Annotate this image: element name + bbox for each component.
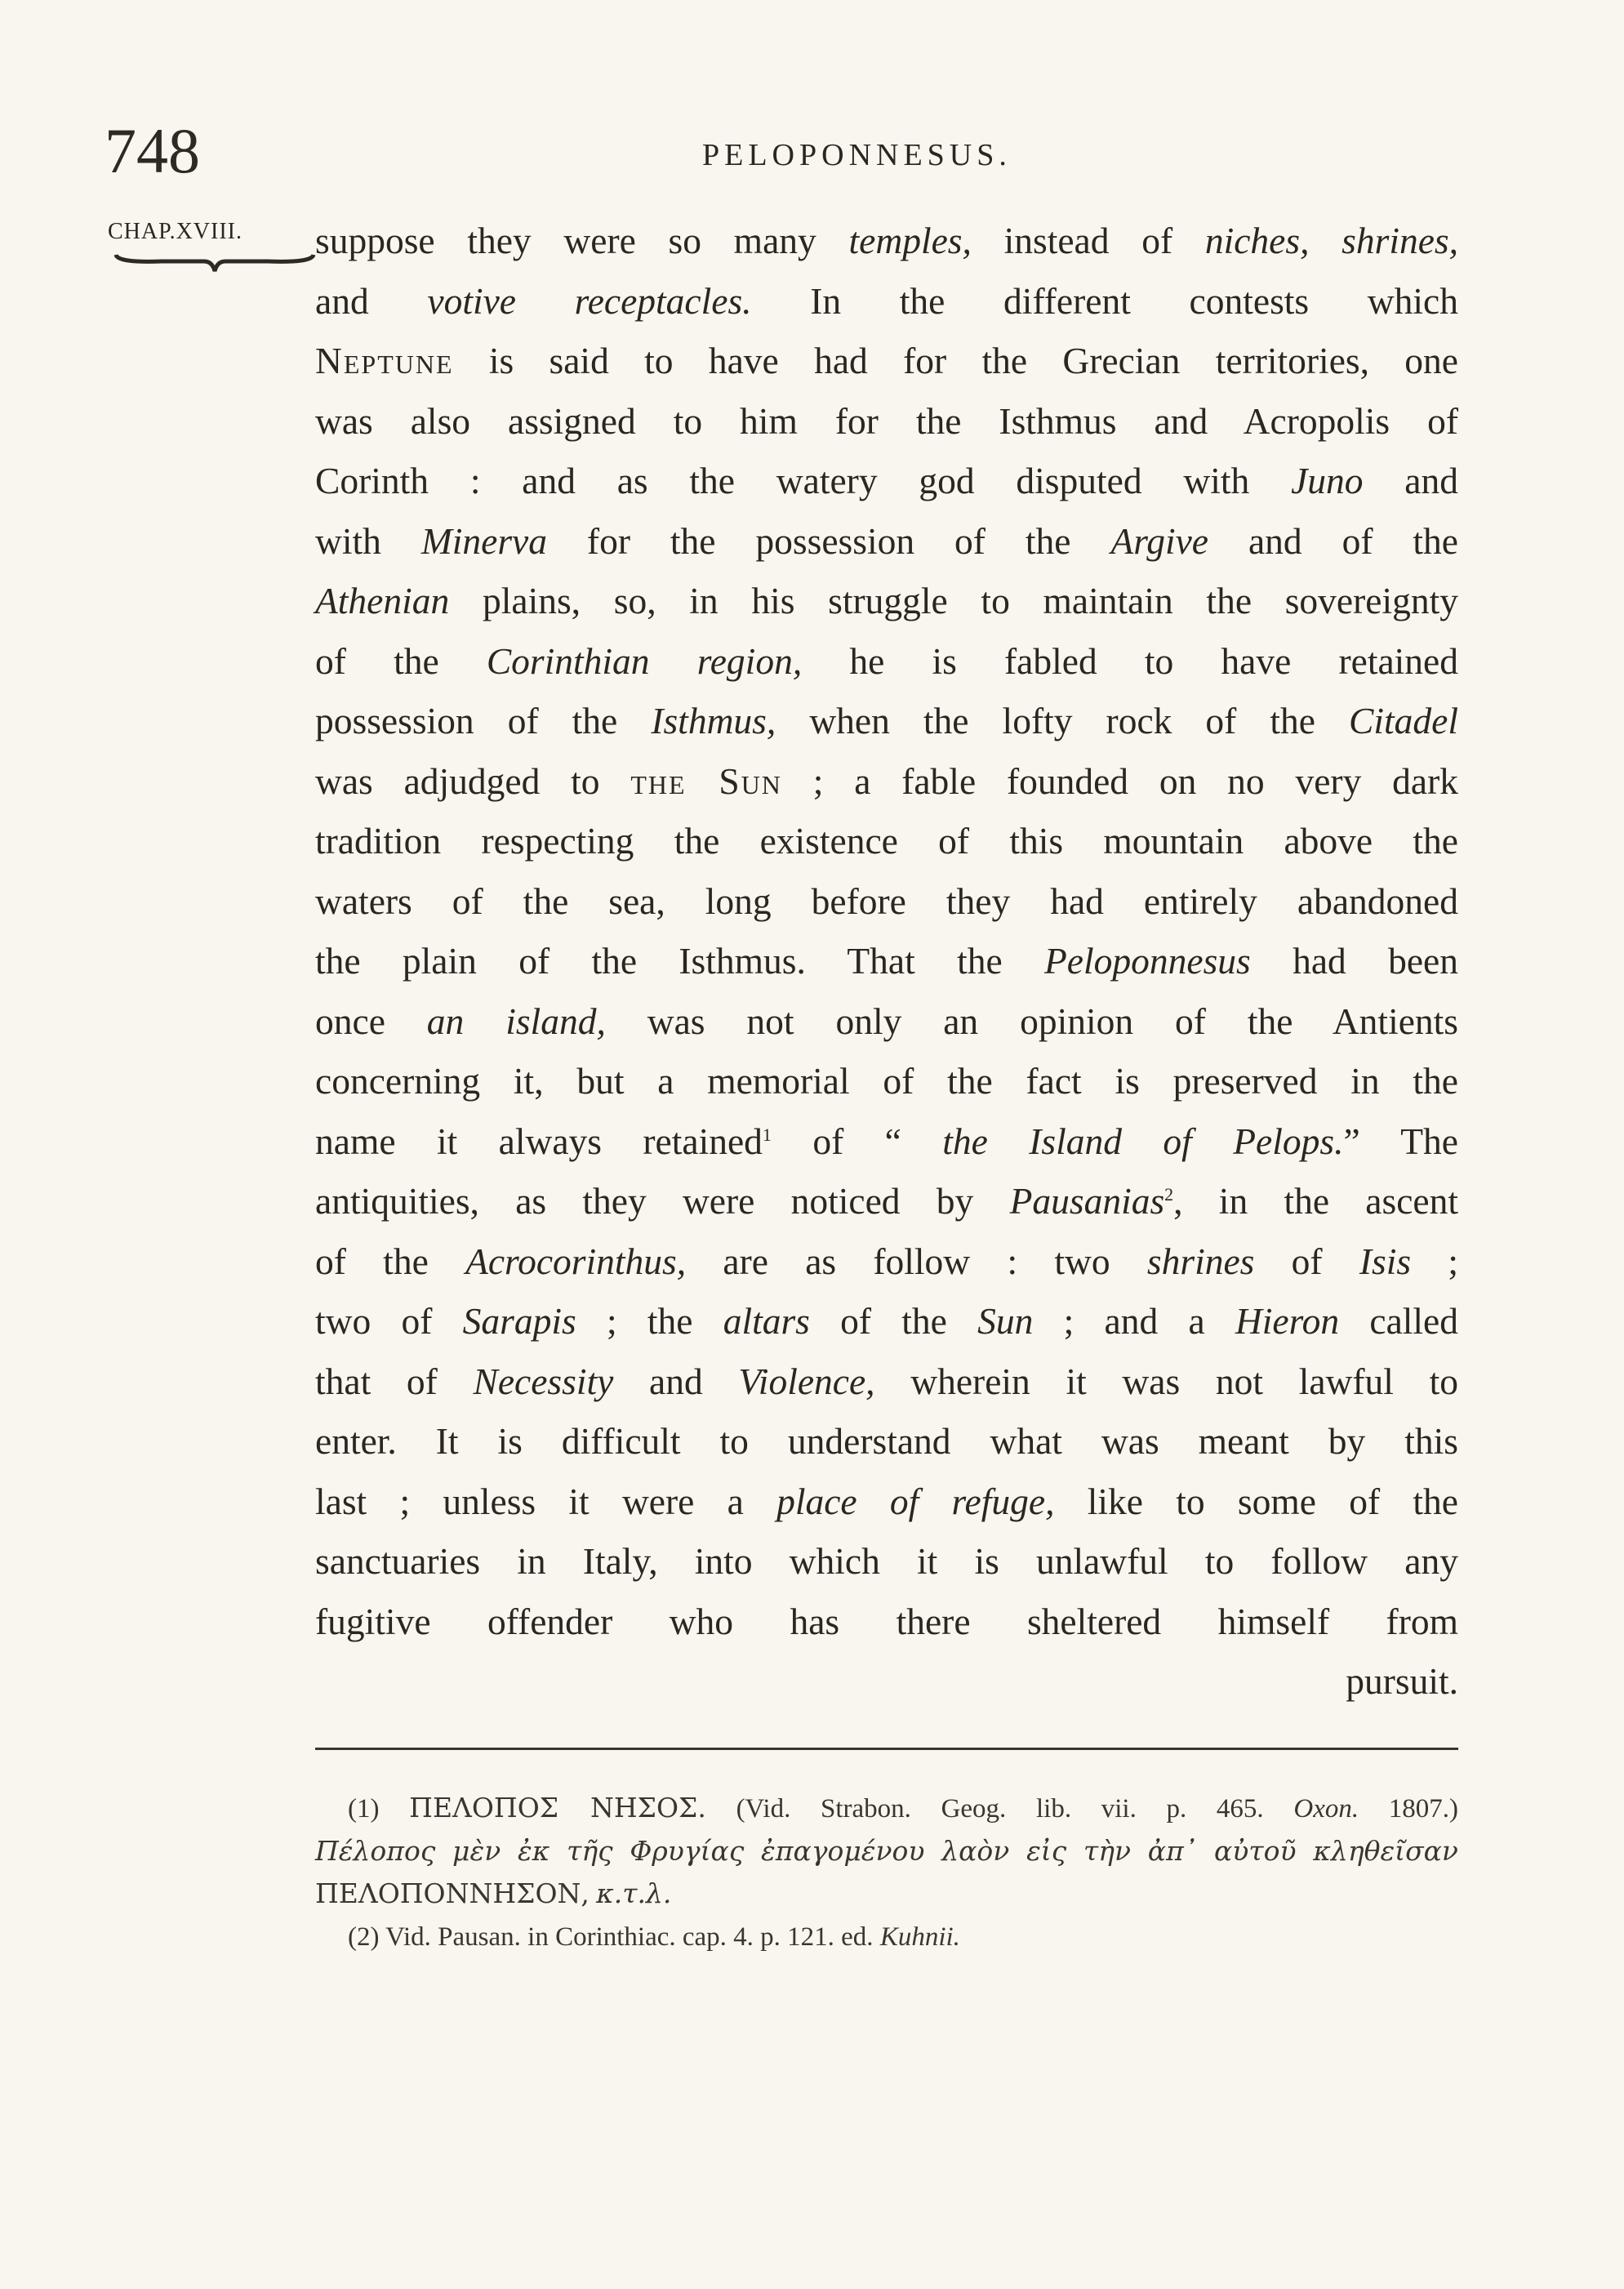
- chapter-brace: [113, 252, 317, 274]
- text-line: fugitive offender who has there sheltered himself from: [315, 1600, 1458, 1642]
- footnote-1-end: ΠΕΛΟΠΟΝΝΗΣΟΝ, κ.τ.λ.: [315, 1877, 672, 1909]
- page-number: 748: [105, 115, 200, 186]
- footnote-1-greek: Πέλοπος μὲν ἐκ τῆς Φρυγίας ἐπαγομένου λαὸν εἰς τὴν ἀπ᾽ αὐτοῦ κληθεῖσαν: [315, 1835, 1458, 1867]
- text-line: last ; unless it were a place of refuge, like to some of the: [315, 1480, 1458, 1522]
- footnote-ref-1: 1: [762, 1124, 772, 1145]
- footnotes: [315, 1787, 1459, 1958]
- footnote-2: (2) Vid. Pausan. in Corinthiac. cap. 4. p. 121. ed. Kuhnii.: [348, 1922, 960, 1952]
- text-line: the plain of the Isthmus. That the Peloponnesus had been: [315, 940, 1458, 982]
- text-line: was adjudged to the Sun ; a fable founded on no very dark: [315, 759, 1458, 802]
- text-line: two of Sarapis ; the altars of the Sun ; and a Hieron called: [315, 1300, 1458, 1342]
- text-line: concerning it, but a memorial of the fact is preserved in the: [315, 1060, 1458, 1102]
- text-line: waters of the sea, long before they had entirely abandoned: [315, 880, 1458, 922]
- text-line: name it always retained$^1$ of “ the Island of Pelops.” The: [315, 1120, 1458, 1162]
- text-line: possession of the Isthmus, when the lofty rock of the Citadel: [315, 700, 1458, 741]
- running-head: PELOPONNESUS.: [702, 138, 1012, 172]
- text-line: antiquities, as they were noticed by Pausanias$^2$, in the ascent: [315, 1180, 1458, 1222]
- text-line: pursuit.: [1346, 1660, 1458, 1702]
- text-line: Neptune is said to have had for the Grecian territories, one: [315, 340, 1458, 381]
- text-line: and votive receptacles. In the different contests which: [315, 279, 1458, 322]
- chapter-label: CHAP.XVIII.: [108, 219, 242, 244]
- text-line: Corinth : and as the watery god disputed with Juno and: [315, 460, 1458, 501]
- footnote-ref-2: 2: [1164, 1183, 1174, 1205]
- text-line: that of Necessity and Violence, wherein it was not lawful to: [315, 1360, 1458, 1402]
- text-line: of the Acrocorinthus, are as follow : two shrines of Isis ;: [315, 1240, 1458, 1282]
- text-line: tradition respecting the existence of this mountain above the: [315, 820, 1458, 862]
- text-line: sanctuaries in Italy, into which it is unlawful to follow any: [315, 1540, 1458, 1582]
- text-line: was also assigned to him for the Isthmus and Acropolis of: [315, 399, 1458, 442]
- footnote-1: (1) ΠΕΛΟΠΟΣ ΝΗΣΟΣ. (Vid. Strabon. Geog. lib. vii. p. 465. Oxon. 1807.): [348, 1792, 1459, 1824]
- body-text: [315, 211, 1458, 1712]
- text-line: with Minerva for the possession of the Argive and of the: [315, 519, 1458, 562]
- text-line: Athenian plains, so, in his struggle to maintain the sovereignty: [315, 580, 1458, 621]
- text-line: enter. It is difficult to understand what was meant by this: [315, 1420, 1458, 1462]
- text-line: suppose they were so many temples, instead of niches, shrines,: [315, 220, 1458, 261]
- footnote-rule: [315, 1748, 1458, 1750]
- text-line: once an island, was not only an opinion of the Antients: [315, 1000, 1458, 1042]
- text-line: of the Corinthian region, he is fabled to have retained: [315, 639, 1458, 682]
